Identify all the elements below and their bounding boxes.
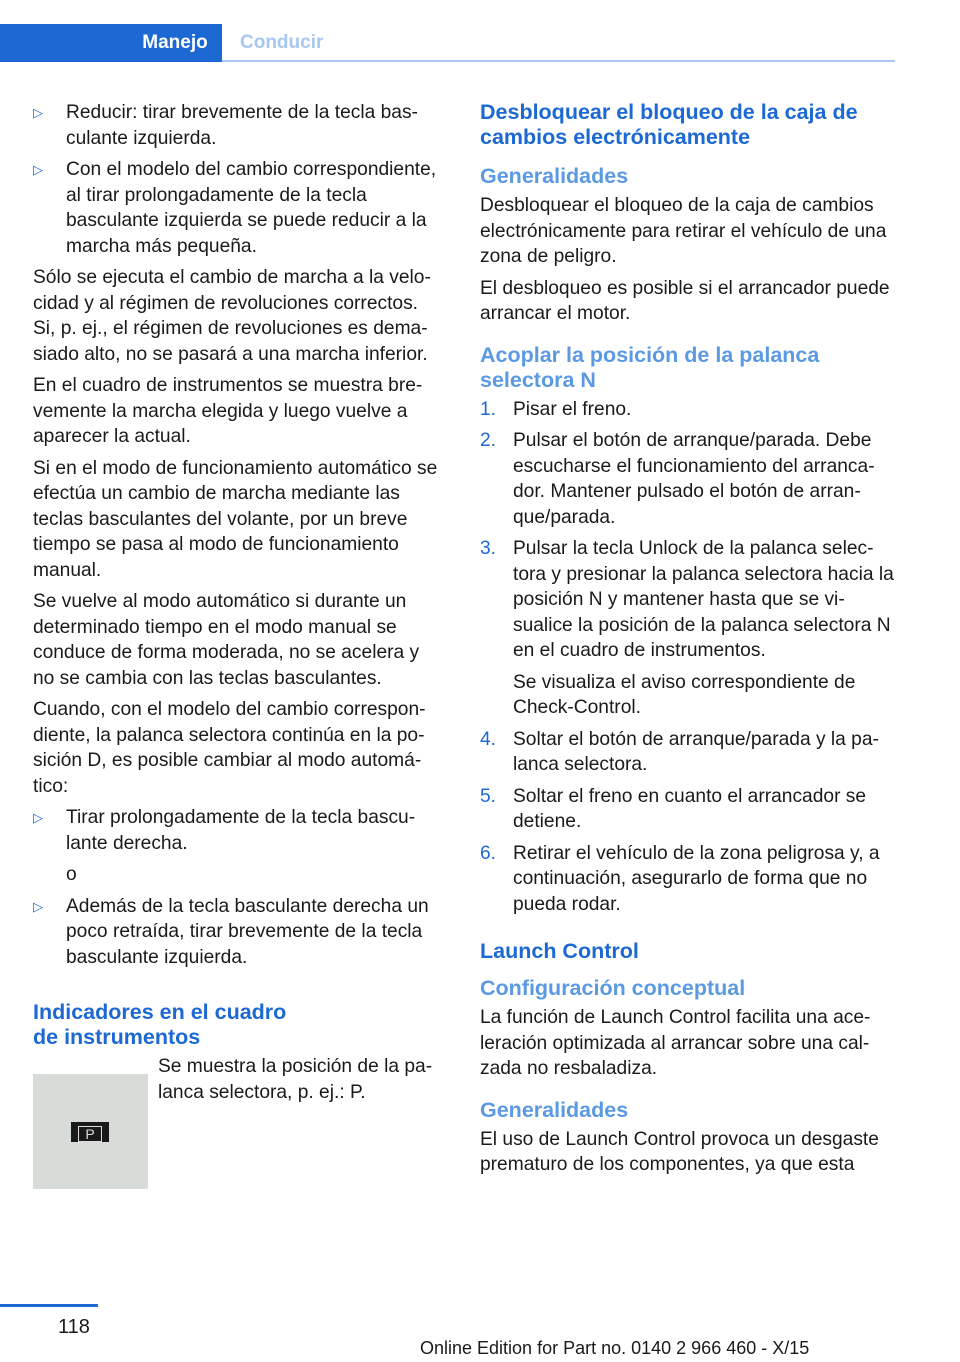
numbered-step (480, 536, 895, 664)
park-indicator-icon: P (71, 1122, 109, 1142)
numbered-step (480, 784, 895, 835)
numbered-step (480, 428, 895, 530)
numbered-step (480, 841, 895, 918)
subheading: Generalidades (480, 1097, 629, 1122)
step-number: 6. (480, 842, 497, 864)
edition-footer: Online Edition for Part no. 0140 2 966 460 - X/15 (420, 1338, 810, 1358)
triangle-bullet-icon: ▷ (33, 162, 43, 177)
numbered-step (480, 727, 895, 778)
top-navigation (0, 24, 895, 62)
step-note: Se visualiza el aviso correspondiente de Check-Control. (513, 671, 856, 718)
figure-caption: Se muestra la posición de la palanca selectora, p. ej.: P. (158, 1056, 433, 1103)
paragraph: Se vuelve al modo automático si durante un determinado tiempo en el modo manual se conduce de forma moderada, no se acelera y no se cambia con las teclas basculantes. (33, 591, 420, 689)
list-item-text: Reducir: tirar brevemente de la tecla basculante izquierda. (66, 102, 418, 149)
header-rule (222, 60, 895, 62)
step-text: Soltar el botón de arranque/parada y la palanca selectora. (513, 728, 879, 775)
page-number: 118 (58, 1316, 90, 1338)
step-text: Pulsar la tecla Unlock de la palanca selectora y presionar la palanca selectora hacia la posición N y mantener hasta que se visualice la posición de la palanca selectora N en el cuadro de instrumentos. (513, 538, 894, 661)
list-item (33, 100, 443, 151)
list-item (33, 805, 443, 856)
section-heading: Desbloquear el bloqueo de la caja de cambios electrónicamente (480, 100, 858, 149)
or-text: o (66, 864, 77, 885)
tab-conducir[interactable]: Conducir (240, 32, 324, 53)
footer-rule (0, 1304, 98, 1307)
paragraph: Cuando, con el modelo del cambio correspondiente, la palanca selectora continúa en la posición D, es posible cambiar al modo automático: (33, 699, 426, 797)
step-text: Pulsar el botón de arranque/parada. Debe escucharse el funcionamiento del arrancador. Mantener pulsado el botón de arranque/parada. (513, 430, 875, 528)
step-number: 4. (480, 728, 497, 750)
step-number: 2. (480, 430, 497, 451)
step-number: 5. (480, 785, 497, 807)
triangle-bullet-icon: ▷ (33, 898, 43, 914)
subheading: Acoplar la posición de la palanca selectora N (480, 342, 820, 392)
triangle-bullet-icon: ▷ (33, 810, 43, 825)
paragraph: Desbloquear el bloqueo de la caja de cambios electrónicamente para retirar el vehículo de una zona de peligro. (480, 195, 887, 267)
step-number: 3. (480, 538, 497, 559)
section-heading: Launch Control (480, 939, 639, 963)
paragraph: El uso de Launch Control provoca un desgaste prematuro de los componentes, ya que esta (480, 1128, 879, 1175)
right-column (480, 100, 895, 1184)
subheading: Configuración conceptual (480, 976, 746, 1000)
triangle-bullet-icon: ▷ (33, 105, 43, 120)
figure-row (33, 1054, 443, 1189)
list-item-text: Con el modelo del cambio correspondiente, al tirar prolongadamente de la tecla basculante izquierda se puede reducir a la marcha más pequeña. (66, 159, 437, 257)
step-text: Pisar el freno. (513, 398, 632, 420)
list-item (33, 894, 443, 971)
step-number: 1. (480, 398, 497, 420)
list-item-text: Además de la tecla basculante derecha un poco retraída, tirar brevemente de la tecla basculante izquierda. (66, 895, 429, 968)
section-heading: Indicadores en el cuadro de instrumentos (33, 1000, 287, 1049)
list-item (33, 157, 443, 259)
paragraph: Si en el modo de funcionamiento automático se efectúa un cambio de marcha mediante las teclas basculantes del volante, por un breve tiempo se pasa al modo de funcionamiento manual. (33, 457, 438, 581)
step-text: Soltar el freno en cuanto el arrancador se detiene. (513, 785, 867, 832)
gear-indicator-image (33, 1074, 148, 1189)
list-item-text: Tirar prolongadamente de la tecla basculante derecha. (66, 807, 416, 854)
paragraph: La función de Launch Control facilita una aceleración optimizada al arrancar sobre una calzada no resbaladiza. (480, 1007, 871, 1079)
subheading: Generalidades (480, 164, 629, 188)
numbered-step (480, 397, 895, 423)
paragraph: Sólo se ejecuta el cambio de marcha a la velocidad y al régimen de revoluciones correctos. Si, p. ej., el régimen de revoluciones es demasiado alto, no se pasará a una marcha inferior. (33, 267, 431, 365)
tab-manejo[interactable]: Manejo (142, 32, 208, 53)
step-text: Retirar el vehículo de la zona peligrosa y, a continuación, asegurarlo de forma que no pueda rodar. (513, 842, 880, 915)
left-column (33, 100, 443, 1189)
paragraph: En el cuadro de instrumentos se muestra brevemente la marcha elegida y luego vuelve a aparecer la actual. (33, 375, 423, 447)
paragraph: El desbloqueo es posible si el arrancador puede arrancar el motor. (480, 277, 890, 324)
